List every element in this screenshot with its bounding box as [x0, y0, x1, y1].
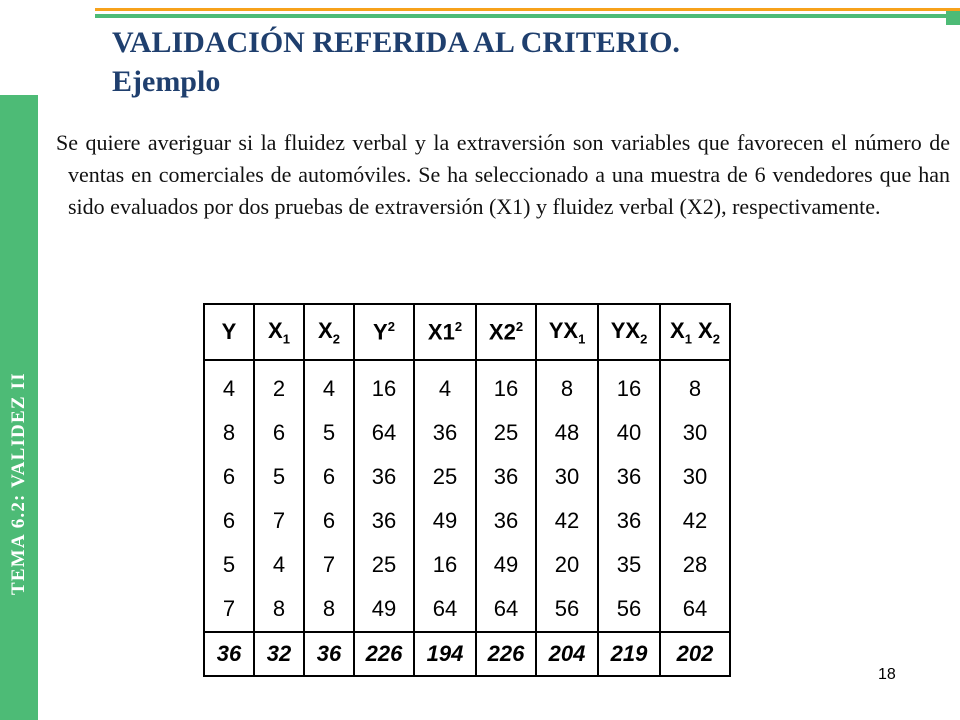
- table-row: [204, 455, 730, 499]
- column-header: $X_1$: [254, 304, 304, 360]
- body-paragraph: Se quiere averiguar si la fluidez verbal y la extraversión son variables que favorecen el número de ventas en comerciales de automóviles. Se ha seleccionado a una muestra de 6 vendedores que han sido evaluados por dos pruebas de extraversión (X1) y fluidez verbal (X2), respectivamente.: [56, 130, 950, 219]
- total-cell: 194: [414, 632, 476, 676]
- table-cell: 30: [660, 455, 730, 499]
- table-cell: 25: [476, 411, 536, 455]
- table-cell: 64: [660, 587, 730, 632]
- table-row: [204, 411, 730, 455]
- table-cell: 35: [598, 543, 660, 587]
- table-row: [204, 360, 730, 411]
- table-cell: 49: [414, 499, 476, 543]
- table-body: [204, 360, 730, 676]
- table-cell: 4: [414, 360, 476, 411]
- table-cell: 5: [204, 543, 254, 587]
- side-label: TEMA 6.2: VALIDEZ II: [8, 372, 29, 595]
- table-row: [204, 587, 730, 632]
- table-cell: 36: [354, 455, 414, 499]
- table-cell: 4: [254, 543, 304, 587]
- table-cell: 20: [536, 543, 598, 587]
- table-cell: 64: [476, 587, 536, 632]
- total-cell: 204: [536, 632, 598, 676]
- table-cell: 8: [660, 360, 730, 411]
- slide-title: VALIDACIÓN REFERIDA AL CRITERIO.: [112, 26, 680, 59]
- table-cell: 36: [476, 499, 536, 543]
- table-cell: 36: [598, 499, 660, 543]
- totals-row: [204, 632, 730, 676]
- table-cell: 8: [254, 587, 304, 632]
- table-cell: 7: [304, 543, 354, 587]
- table-cell: 6: [204, 455, 254, 499]
- table-cell: 8: [536, 360, 598, 411]
- table-cell: 30: [536, 455, 598, 499]
- table-cell: 56: [536, 587, 598, 632]
- total-cell: 32: [254, 632, 304, 676]
- table-cell: 8: [204, 411, 254, 455]
- table-cell: 64: [414, 587, 476, 632]
- table-cell: 30: [660, 411, 730, 455]
- corner-square: [946, 11, 960, 25]
- table-cell: 6: [254, 411, 304, 455]
- table-cell: 7: [204, 587, 254, 632]
- data-table: [203, 303, 731, 677]
- table-cell: 49: [354, 587, 414, 632]
- total-cell: 226: [476, 632, 536, 676]
- table-cell: 36: [414, 411, 476, 455]
- table-cell: 6: [304, 455, 354, 499]
- slide-subtitle: Ejemplo: [112, 65, 221, 98]
- table-cell: 25: [354, 543, 414, 587]
- column-header: $YX_1$: [536, 304, 598, 360]
- table-cell: 16: [476, 360, 536, 411]
- total-cell: 36: [204, 632, 254, 676]
- table-cell: 6: [204, 499, 254, 543]
- table-cell: 5: [254, 455, 304, 499]
- table-cell: 42: [536, 499, 598, 543]
- table-cell: 5: [304, 411, 354, 455]
- page-number: 18: [878, 666, 896, 683]
- total-cell: 226: [354, 632, 414, 676]
- table-cell: 6: [304, 499, 354, 543]
- table-cell: 28: [660, 543, 730, 587]
- column-header: Y: [204, 304, 254, 360]
- column-header: $YX_2$: [598, 304, 660, 360]
- total-cell: 36: [304, 632, 354, 676]
- table-cell: 36: [354, 499, 414, 543]
- table-cell: 48: [536, 411, 598, 455]
- table-header-row: [204, 304, 730, 360]
- table-cell: 4: [304, 360, 354, 411]
- column-header: $X2^2$: [476, 304, 536, 360]
- top-line-orange: [95, 8, 960, 11]
- table-cell: 56: [598, 587, 660, 632]
- total-cell: 202: [660, 632, 730, 676]
- column-header: $X_2$: [304, 304, 354, 360]
- table-cell: 36: [598, 455, 660, 499]
- table-cell: 16: [414, 543, 476, 587]
- top-line-green: [95, 14, 960, 18]
- table-cell: 36: [476, 455, 536, 499]
- table-cell: 40: [598, 411, 660, 455]
- table-cell: 8: [304, 587, 354, 632]
- column-header: $X1^2$: [414, 304, 476, 360]
- table-cell: 49: [476, 543, 536, 587]
- table-cell: 25: [414, 455, 476, 499]
- table-cell: 42: [660, 499, 730, 543]
- column-header: $Y^2$: [354, 304, 414, 360]
- table-row: [204, 543, 730, 587]
- total-cell: 219: [598, 632, 660, 676]
- table-cell: 2: [254, 360, 304, 411]
- table-cell: 16: [354, 360, 414, 411]
- table-cell: 64: [354, 411, 414, 455]
- table-row: [204, 499, 730, 543]
- column-header: $X_1$ $X_2$: [660, 304, 730, 360]
- table-cell: 7: [254, 499, 304, 543]
- table-cell: 16: [598, 360, 660, 411]
- table-cell: 4: [204, 360, 254, 411]
